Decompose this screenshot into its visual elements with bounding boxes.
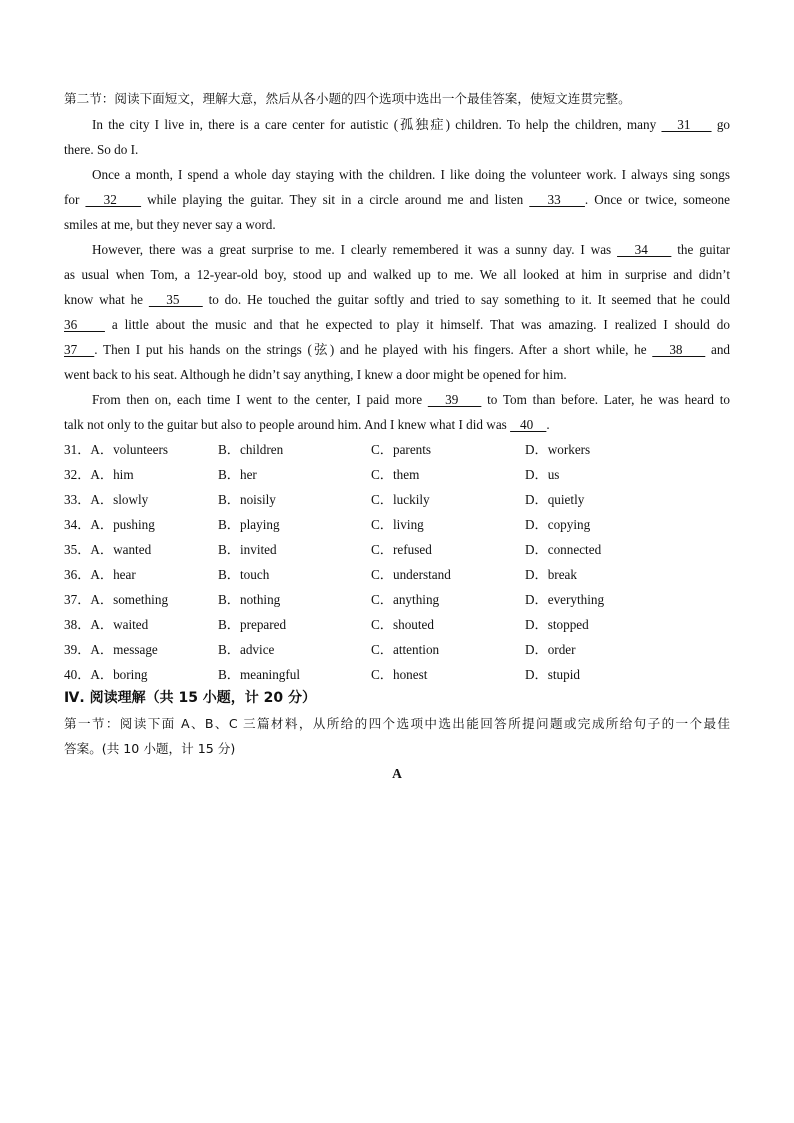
blank-35: 35 xyxy=(148,292,203,307)
section2-instruction: 第二节：阅读下面短文，理解大意，然后从各小题的四个选项中选出一个最佳答案，使短文连贯完整。 xyxy=(64,91,631,106)
text: From then on, each time I went to the center, I paid more xyxy=(92,392,428,407)
question-number: 31． xyxy=(64,442,91,457)
question-row xyxy=(64,637,744,662)
option-c: C．them xyxy=(371,467,420,482)
question-39-a xyxy=(64,637,158,662)
option-b: B．nothing xyxy=(218,592,281,607)
blank-34: 34 xyxy=(617,242,672,257)
blank-31: 31 xyxy=(661,117,712,132)
option-c: C．anything xyxy=(371,592,440,607)
question-38-a xyxy=(64,612,148,637)
question-number: 33． xyxy=(64,492,91,507)
option-c: C．parents xyxy=(371,442,432,457)
question-number: 35． xyxy=(64,542,91,557)
passage-line xyxy=(92,387,730,412)
text: for xyxy=(64,192,86,207)
question-row xyxy=(64,462,744,487)
option-b: B．her xyxy=(218,467,257,482)
text: know what he xyxy=(64,292,149,307)
question-row xyxy=(64,662,744,687)
option-d: D．everything xyxy=(525,592,605,607)
question-number: 37． xyxy=(64,592,91,607)
option-d: D．stupid xyxy=(525,667,580,682)
section4-title: Ⅳ. 阅读理解（共 15 小题，计 20 分） xyxy=(64,690,317,706)
option-d: D．order xyxy=(525,642,576,657)
question-row xyxy=(64,437,744,462)
option-a: A．hear xyxy=(90,567,136,582)
text: the guitar xyxy=(671,242,730,257)
question-36-a xyxy=(64,562,136,587)
question-row xyxy=(64,487,744,512)
option-d: D．break xyxy=(525,567,577,582)
option-a: A．boring xyxy=(90,667,148,682)
option-b: B．noisily xyxy=(218,492,276,507)
blank-39: 39 xyxy=(427,392,482,407)
option-c: C．shouted xyxy=(371,617,435,632)
option-d: D．copying xyxy=(525,517,591,532)
section4-instruction-cont: 答案。(共 10 小题，计 15 分) xyxy=(64,741,236,756)
text: while playing the guitar. They sit in a circle around me and listen xyxy=(141,192,530,207)
question-32-a xyxy=(64,462,134,487)
option-c: C．living xyxy=(371,517,424,532)
option-c: C．refused xyxy=(371,542,432,557)
option-d: D．us xyxy=(525,467,560,482)
question-row xyxy=(64,537,744,562)
option-d: D．quietly xyxy=(525,492,585,507)
text: However, there was a great surprise to me. I clearly remembered it was a sunny day. I was xyxy=(92,242,618,257)
passage-line xyxy=(64,412,730,437)
text: a little about the music and that he expected to play it himself. That was amazing. I realized I should do xyxy=(104,317,730,332)
question-35-a xyxy=(64,537,151,562)
passage-line: went back to his seat. Although he didn’t say anything, I knew a door might be opened for him. xyxy=(64,367,567,382)
passage-line xyxy=(64,337,730,362)
passage-line: as usual when Tom, a 12-year-old boy, stood up and walked up to me. We all looked at him in surprise and didn’t xyxy=(64,267,730,282)
question-number: 32． xyxy=(64,467,91,482)
option-b: B．playing xyxy=(218,517,280,532)
blank-38: 38 xyxy=(652,342,706,357)
question-number: 39． xyxy=(64,642,91,657)
passage-label: A xyxy=(392,766,402,781)
text: . xyxy=(546,417,550,432)
question-number: 36． xyxy=(64,567,91,582)
question-37-a xyxy=(64,587,168,612)
option-a: A．wanted xyxy=(90,542,152,557)
option-b: B．invited xyxy=(218,542,277,557)
passage-line xyxy=(64,187,730,212)
question-number: 40． xyxy=(64,667,91,682)
text: talk not only to the guitar but also to people around him. And I knew what I did was xyxy=(64,417,511,432)
text: . Then I put his hands on the strings (弦) and he played with his fingers. After a short while, he xyxy=(94,342,653,357)
text: In the city I live in, there is a care center for autistic (孤独症) children. To help the children, many xyxy=(92,117,662,132)
option-c: C．honest xyxy=(371,667,428,682)
question-33-a xyxy=(64,487,148,512)
option-c: C．luckily xyxy=(371,492,430,507)
option-a: A．slowly xyxy=(90,492,149,507)
option-d: D．stopped xyxy=(525,617,589,632)
text: . Once or twice, someone xyxy=(584,192,731,207)
question-number: 34． xyxy=(64,517,91,532)
option-a: A．something xyxy=(90,592,169,607)
option-d: D．connected xyxy=(525,542,602,557)
option-d: D．workers xyxy=(525,442,591,457)
question-row xyxy=(64,512,744,537)
option-b: B．touch xyxy=(218,567,270,582)
question-40-a xyxy=(64,662,148,687)
blank-32: 32 xyxy=(85,192,142,207)
question-row xyxy=(64,612,744,637)
passage-line xyxy=(92,112,730,137)
text: to Tom than before. Later, he was heard to xyxy=(481,392,730,407)
passage-line: smiles at me, but they never say a word. xyxy=(64,217,276,232)
passage-line xyxy=(64,312,730,337)
passage-line: there. So do I. xyxy=(64,142,139,157)
option-a: A．pushing xyxy=(90,517,155,532)
blank-40: 40 xyxy=(510,417,547,432)
option-c: C．understand xyxy=(371,567,451,582)
option-b: B．children xyxy=(218,442,284,457)
passage-line: Once a month, I spend a whole day staying with the children. I like doing the volunteer work. I always sing songs xyxy=(92,167,730,182)
question-31-a xyxy=(64,437,168,462)
option-a: A．message xyxy=(90,642,158,657)
question-row xyxy=(64,587,744,612)
text: go xyxy=(711,117,731,132)
option-b: B．prepared xyxy=(218,617,287,632)
option-c: C．attention xyxy=(371,642,440,657)
passage-line xyxy=(64,287,730,312)
passage-line xyxy=(92,237,730,262)
option-a: A．waited xyxy=(90,617,149,632)
section4-instruction: 第一节：阅读下面 A、B、C 三篇材料，从所给的四个选项中选出能回答所提问题或完成所给句子的一个最佳 xyxy=(64,716,730,731)
blank-37: 37 xyxy=(64,342,95,357)
option-a: A．volunteers xyxy=(90,442,169,457)
option-b: B．advice xyxy=(218,642,275,657)
text: to do. He touched the guitar softly and tried to say something to it. It seemed that he could xyxy=(202,292,731,307)
blank-33: 33 xyxy=(529,192,585,207)
question-34-a xyxy=(64,512,155,537)
blank-36: 36 xyxy=(64,317,105,332)
question-row xyxy=(64,562,744,587)
option-b: B．meaningful xyxy=(218,667,301,682)
question-number: 38． xyxy=(64,617,91,632)
option-a: A．him xyxy=(90,467,134,482)
text: and xyxy=(705,342,731,357)
